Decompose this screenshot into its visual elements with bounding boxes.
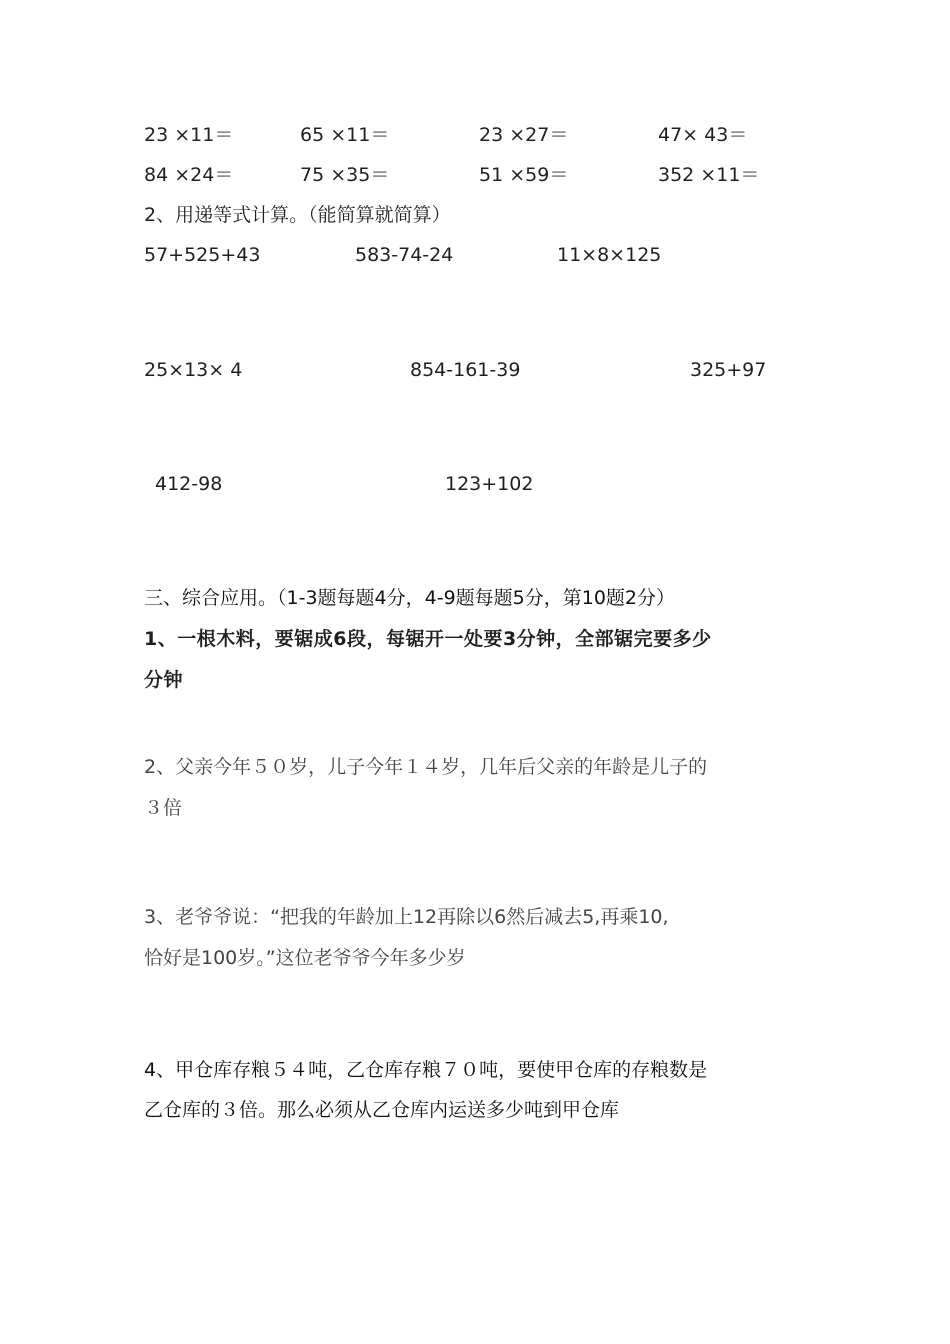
calc-item: 23 ×27＝ xyxy=(479,124,569,146)
expression: 325+97 xyxy=(690,359,767,381)
question-2-line-1: 2、父亲今年５０岁，儿子今年１４岁，几年后父亲的年龄是儿子的 xyxy=(144,756,708,778)
question-1-line-2: 分钟 xyxy=(144,669,184,691)
calc-item: 51 ×59＝ xyxy=(479,164,569,186)
expression: 123+102 xyxy=(445,473,534,495)
expression: 583-74-24 xyxy=(355,244,454,266)
expression: 25×13× 4 xyxy=(144,359,243,381)
section-heading: 2、用递等式计算。（能简算就简算） xyxy=(144,204,451,226)
expression: 854-161-39 xyxy=(410,359,521,381)
calc-item: 84 ×24＝ xyxy=(144,164,234,186)
question-2-line-2: ３倍 xyxy=(144,797,183,819)
calc-item: 47× 43＝ xyxy=(658,124,748,146)
expression: 412-98 xyxy=(155,473,223,495)
section-heading: 三、综合应用。（1-3题每题4分，4-9题每题5分，第10题2分） xyxy=(144,587,676,609)
question-3-line-1: 3、老爷爷说：“把我的年龄加上12再除以6然后减去5,再乘10, xyxy=(144,906,669,928)
calc-item: 65 ×11＝ xyxy=(300,124,390,146)
expression: 11×8×125 xyxy=(557,244,662,266)
calc-item: 23 ×11＝ xyxy=(144,124,234,146)
question-4-line-2: 乙仓库的３倍。那么必须从乙仓库内运送多少吨到甲仓库 xyxy=(144,1099,620,1121)
calc-item: 352 ×11＝ xyxy=(658,164,760,186)
calc-item: 75 ×35＝ xyxy=(300,164,390,186)
question-1-line-1: 1、一根木料，要锯成6段，每锯开一处要3分钟，全部锯完要多少 xyxy=(144,628,712,650)
expression: 57+525+43 xyxy=(144,244,261,266)
question-3-line-2: 恰好是100岁。”这位老爷爷今年多少岁 xyxy=(144,947,466,969)
question-4-line-1: 4、甲仓库存粮５４吨，乙仓库存粮７０吨，要使甲仓库的存粮数是 xyxy=(144,1059,708,1081)
